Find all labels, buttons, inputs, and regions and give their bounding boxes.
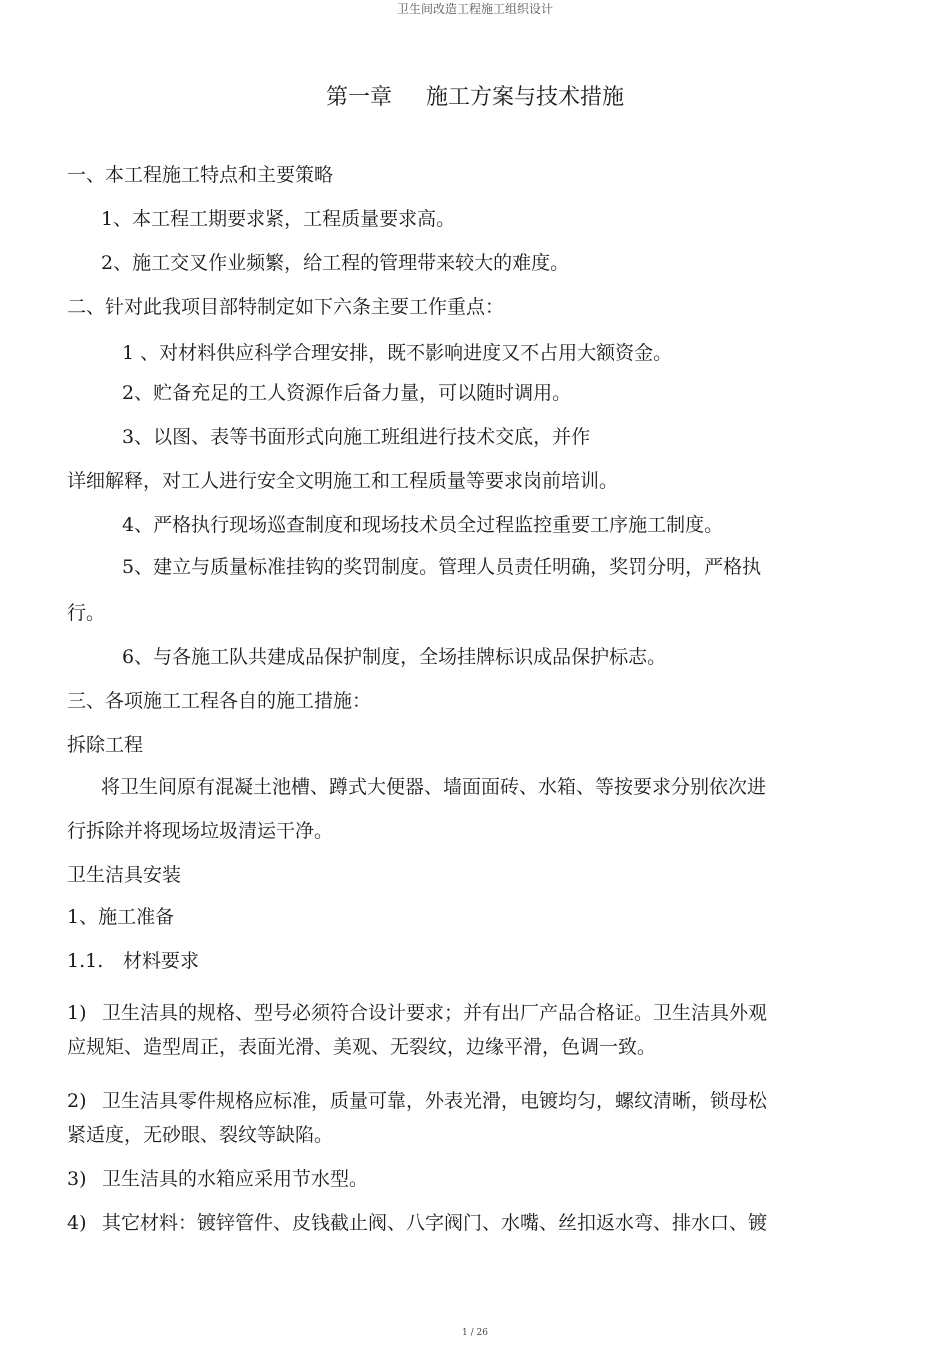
- item-text: 卫生洁具零件规格应标准，质量可靠，外表光滑，电镀均匀，螺纹清晰，锁母松: [102, 1090, 768, 1112]
- item-number: 4): [67, 1212, 87, 1234]
- paragraph: 将卫生间原有混凝土池槽、蹲式大便器、墙面面砖、水箱、等按要求分别依次进: [101, 776, 767, 798]
- section-heading-3: 三、各项施工工程各自的施工措施：: [67, 690, 372, 712]
- item-number: 3): [67, 1168, 87, 1190]
- section-heading-2: 二、针对此我项目部特制定如下六条主要工作重点：: [67, 296, 505, 318]
- subsection-heading: 卫生洁具安装: [67, 864, 182, 886]
- item-text: 卫生洁具的水箱应采用节水型。: [102, 1168, 369, 1190]
- paragraph: 2、施工交叉作业频繁，给工程的管理带来较大的难度。: [101, 252, 570, 274]
- list-item: 5、建立与质量标准挂钩的奖罚制度。管理人员责任明确，奖罚分明，严格执: [122, 556, 762, 578]
- paragraph-continued: 行拆除并将现场垃圾清运干净。: [67, 820, 334, 842]
- running-header: 卫生间改造工程施工组织设计: [396, 2, 553, 16]
- list-item: 2、贮备充足的工人资源作后备力量，可以随时调用。: [122, 382, 572, 404]
- chapter-title: [0, 80, 950, 111]
- item-number: 2): [67, 1090, 87, 1112]
- numbered-heading: [67, 946, 199, 973]
- paragraph-continued: 紧适度，无砂眼、裂纹等缺陷。: [67, 1124, 334, 1146]
- paragraph-continued: 应规矩、造型周正，表面光滑、美观、无裂纹，边缘平滑，色调一致。: [67, 1036, 657, 1058]
- numbered-paragraph: [67, 1208, 767, 1235]
- numbered-paragraph: [67, 998, 767, 1025]
- chapter-name: 施工方案与技术措施: [426, 85, 625, 110]
- list-item: 3、以图、表等书面形式向施工班组进行技术交底，并作: [122, 426, 591, 448]
- item-number: 1): [67, 1002, 87, 1024]
- list-item-continued: 行。: [67, 602, 106, 624]
- subsection-heading: 拆除工程: [67, 734, 144, 756]
- page-number: 1 / 26: [462, 1328, 488, 1338]
- list-item: 6、与各施工队共建成品保护制度，全场挂牌标识成品保护标志。: [122, 646, 667, 668]
- item-text: 卫生洁具的规格、型号必须符合设计要求；并有出厂产品合格证。卫生洁具外观: [102, 1002, 768, 1024]
- paragraph: 1、本工程工期要求紧，工程质量要求高。: [101, 208, 456, 230]
- section-heading-1: 一、本工程施工特点和主要策略: [67, 164, 334, 186]
- list-item-continued: 详细解释，对工人进行安全文明施工和工程质量等要求岗前培训。: [67, 470, 619, 492]
- numbered-paragraph: [67, 1086, 767, 1113]
- list-item: 4、严格执行现场巡查制度和现场技术员全过程监控重要工序施工制度。: [122, 514, 724, 536]
- subsection-heading: 1、施工准备: [67, 906, 175, 928]
- heading-number: 1.1.: [67, 950, 104, 972]
- heading-text: 材料要求: [123, 950, 200, 972]
- list-item: 1 、对材料供应科学合理安排，既不影响进度又不占用大额资金。: [122, 342, 673, 364]
- item-text: 其它材料：镀锌管件、皮钱截止阀、八字阀门、水嘴、丝扣返水弯、排水口、镀: [102, 1212, 768, 1234]
- chapter-number: 第一章: [325, 85, 392, 110]
- numbered-paragraph: [67, 1164, 368, 1191]
